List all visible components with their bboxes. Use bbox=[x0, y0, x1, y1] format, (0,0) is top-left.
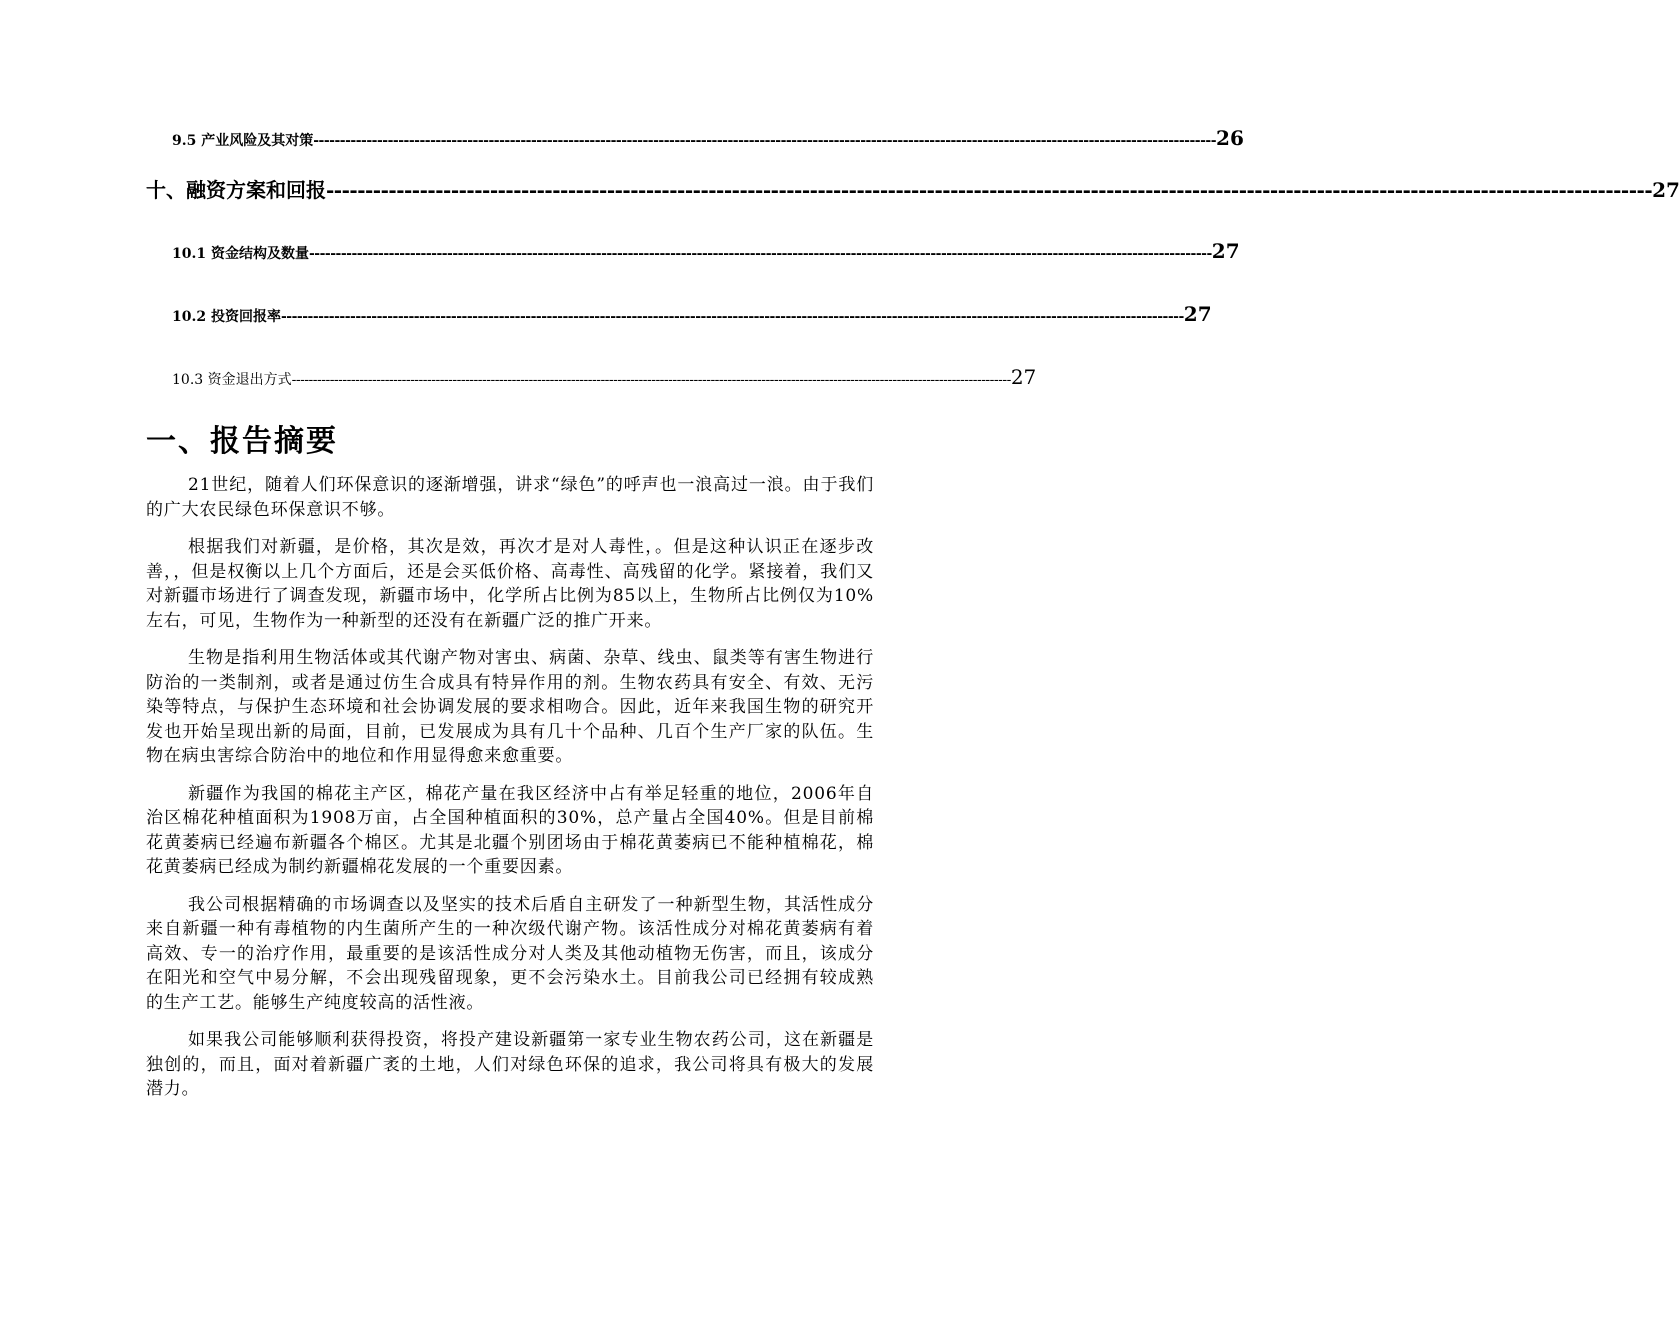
toc-entry-label: 10.2 投资回报率 bbox=[172, 309, 281, 325]
toc-page-number: 27 bbox=[1183, 302, 1212, 326]
toc-leader-dashes: -------------------------------------------------------------------------------------------------------------------------------------------------------------------------- bbox=[291, 372, 1011, 388]
toc-page-number: 26 bbox=[1216, 126, 1244, 150]
toc-leader-dashes: -------------------------------------------------------------------------------------------------------------------------------------------------------------------------- bbox=[308, 246, 1212, 262]
paragraph: 生物是指利用生物活体或其代谢产物对害虫、病菌、杂草、线虫、鼠类等有害生物进行防治的一类制剂，或者是通过仿生合成具有特异作用的剂。生物农药具有安全、有效、无污染等特点，与保护生态环境和社会协调发展的要求相吻合。因此，近年来我国生物的研究开发也开始呈现出新的局面，目前，已发展成为具有几十个品种、几百个生产厂家的队伍。生物在病虫害综合防治中的地位和作用显得愈来愈重要。 bbox=[146, 648, 874, 766]
toc-leader-dashes: -------------------------------------------------------------------------------------------------------------------------------------------------------------------------- bbox=[313, 133, 1217, 149]
toc-leader-dashes: -------------------------------------------------------------------------------------------------------------------------------------------------------------------------- bbox=[280, 309, 1184, 325]
section-body bbox=[146, 473, 874, 1115]
paragraph: 我公司根据精确的市场调查以及坚实的技术后盾自主研发了一种新型生物，其活性成分来自新疆一种有毒植物的内生菌所产生的一种次级代谢产物。该活性成分对棉花黄萎病有着高效、专一的治疗作用，最重要的是该活性成分对人类及其他动植物无伤害，而且，该成分在阳光和空气中易分解，不会出现残留现象，更不会污染水土。目前我公司已经拥有较成熟的生产工艺。能够生产纯度较高的活性液。 bbox=[146, 894, 874, 1013]
paragraph: 新疆作为我国的棉花主产区，棉花产量在我区经济中占有举足轻重的地位，2006年自治区棉花种植面积为1908万亩，占全国种植面积的30%，总产量占全国40%。但是目前棉花黄萎病已经遍布新疆各个棉区。尤其是北疆个别团场由于棉花黄萎病已不能种植棉花，棉花黄萎病已经成为制约新疆棉花发展的一个重要因素。 bbox=[146, 783, 874, 877]
paragraph: 根据我们对新疆，是价格，其次是效，再次才是对人毒性，。但是这种认识正在逐步改善，，但是权衡以上几个方面后，还是会买低价格、高毒性、高残留的化学。紧接着，我们又对新疆市场进行了调查发现，新疆市场中，化学所占比例为85以上，生物所占比例仅为10%左右，可见，生物作为一种新型的还没有在新疆广泛的推广开来。 bbox=[146, 537, 874, 631]
toc-entry-10-1[interactable] bbox=[172, 239, 1240, 263]
toc-entry-chapter-10[interactable] bbox=[146, 174, 1680, 203]
toc-entry-10-2[interactable] bbox=[172, 302, 1212, 326]
toc-page-number: 27 bbox=[1010, 365, 1037, 389]
toc-page-number: 27 bbox=[1652, 178, 1680, 202]
toc-leader-dashes: -------------------------------------------------------------------------------------------------------------------------------------------------------------------------- bbox=[326, 178, 1653, 202]
toc-entry-label: 十、融资方案和回报 bbox=[146, 178, 326, 202]
toc-entry-9-5[interactable] bbox=[172, 126, 1244, 150]
toc-entry-10-3[interactable] bbox=[172, 365, 1037, 389]
toc-entry-label: 10.1 资金结构及数量 bbox=[172, 246, 309, 262]
toc-entry-label: 9.5 产业风险及其对策 bbox=[172, 133, 314, 149]
paragraph: 如果我公司能够顺利获得投资，将投产建设新疆第一家专业生物农药公司，这在新疆是独创的，而且，面对着新疆广袤的土地，人们对绿色环保的追求，我公司将具有极大的发展潜力。 bbox=[146, 1030, 874, 1099]
toc-page-number: 27 bbox=[1211, 239, 1240, 263]
toc-entry-label: 10.3 资金退出方式 bbox=[172, 372, 292, 388]
paragraph: 21世纪，随着人们环保意识的逐渐增强，讲求“绿色”的呼声也一浪高过一浪。由于我们的广大农民绿色环保意识不够。 bbox=[146, 475, 874, 520]
section-heading: 一、报告摘要 bbox=[146, 424, 338, 459]
